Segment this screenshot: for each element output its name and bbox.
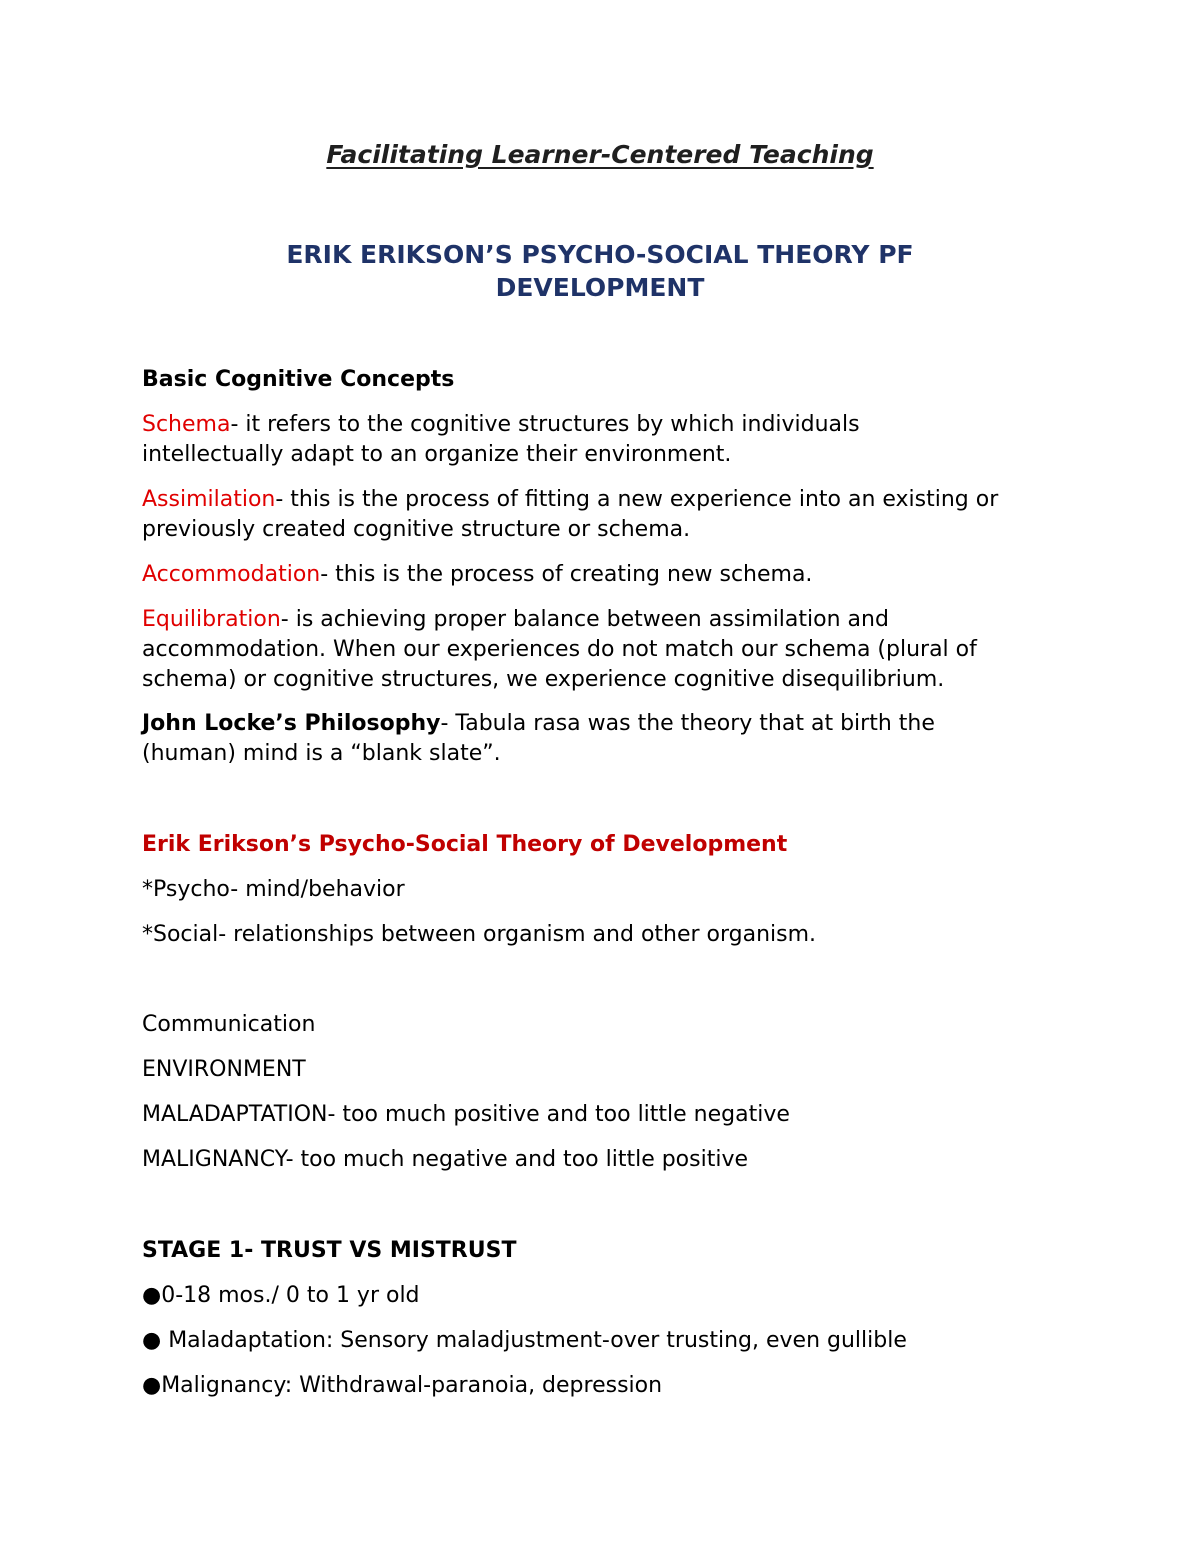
equilibration-paragraph-line1 bbox=[142, 605, 1082, 635]
assimilation-term: Assimilation bbox=[142, 487, 276, 512]
schema-definition: - it refers to the cognitive structures by which individuals bbox=[230, 412, 860, 437]
locke-paragraph-line1 bbox=[142, 709, 1082, 739]
malignancy-definition: MALIGNANCY- too much negative and too little positive bbox=[142, 1147, 749, 1172]
section-title-basic-cognitive-concepts: Basic Cognitive Concepts bbox=[142, 367, 455, 392]
main-heading-line2: DEVELOPMENT bbox=[495, 273, 705, 302]
maladaptation-definition: MALADAPTATION- too much positive and too little negative bbox=[142, 1102, 790, 1127]
main-heading-line1: ERIK ERIKSON’S PSYCHO-SOCIAL THEORY PF bbox=[286, 240, 914, 269]
stage1-title: STAGE 1- TRUST VS MISTRUST bbox=[142, 1238, 517, 1263]
communication-label: Communication bbox=[142, 1012, 316, 1037]
accommodation-definition: - this is the process of creating new schema. bbox=[320, 562, 813, 587]
psycho-definition: *Psycho- mind/behavior bbox=[142, 877, 405, 902]
accommodation-paragraph-line1 bbox=[142, 560, 1082, 590]
equilibration-paragraph-line2: accommodation. When our experiences do not match our schema (plural of bbox=[142, 637, 977, 662]
stage1-bullet-malignancy: ●Malignancy: Withdrawal-paranoia, depression bbox=[142, 1373, 663, 1398]
equilibration-term: Equilibration bbox=[142, 607, 281, 632]
locke-definition: - Tabula rasa was the theory that at birth the bbox=[440, 711, 935, 736]
locke-paragraph-line2: (human) mind is a “blank slate”. bbox=[142, 741, 501, 766]
stage1-bullet-maladaptation: ● Maladaptation: Sensory maladjustment-over trusting, even gullible bbox=[142, 1328, 907, 1353]
document-title: Facilitating Learner-Centered Teaching bbox=[326, 140, 874, 169]
assimilation-paragraph-line1 bbox=[142, 485, 1082, 515]
equilibration-definition: - is achieving proper balance between assimilation and bbox=[280, 607, 889, 632]
social-definition: *Social- relationships between organism and other organism. bbox=[142, 922, 817, 947]
assimilation-definition: - this is the process of fitting a new experience into an existing or bbox=[275, 487, 999, 512]
assimilation-paragraph-line2: previously created cognitive structure or schema. bbox=[142, 517, 691, 542]
schema-paragraph-line2: intellectually adapt to an organize their environment. bbox=[142, 442, 732, 467]
locke-term: John Locke’s Philosophy bbox=[142, 711, 441, 736]
schema-term: Schema bbox=[142, 412, 231, 437]
environment-label: ENVIRONMENT bbox=[142, 1057, 306, 1082]
accommodation-term: Accommodation bbox=[142, 562, 321, 587]
schema-paragraph-line1 bbox=[142, 410, 1082, 440]
section-title-erikson-theory: Erik Erikson’s Psycho-Social Theory of Development bbox=[142, 832, 788, 857]
stage1-bullet-age: ●0-18 mos./ 0 to 1 yr old bbox=[142, 1283, 420, 1308]
equilibration-paragraph-line3: schema) or cognitive structures, we experience cognitive disequilibrium. bbox=[142, 667, 945, 692]
